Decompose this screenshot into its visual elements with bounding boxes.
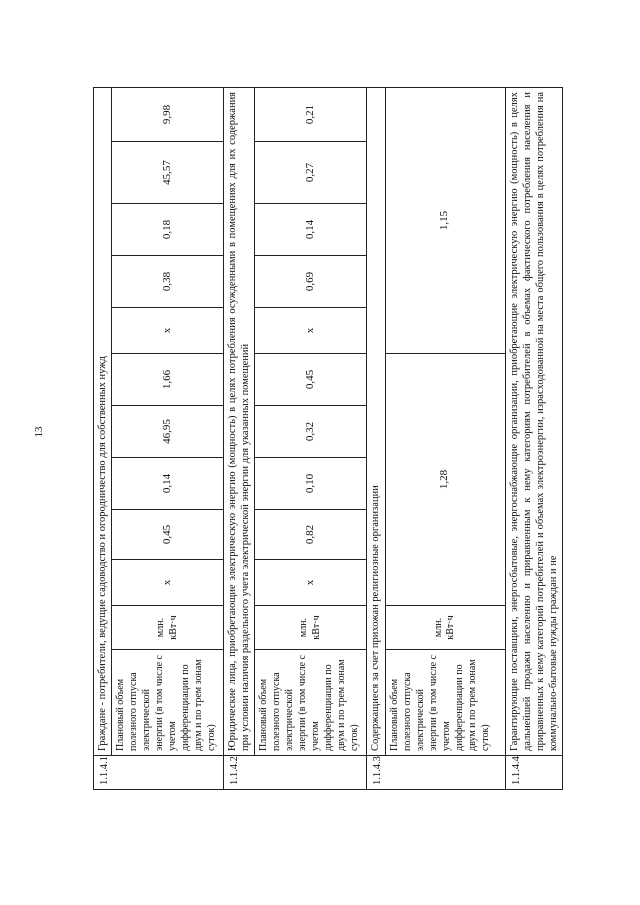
tariff-table <box>93 87 563 790</box>
value-cell: 0,45 <box>112 510 224 560</box>
table-row <box>94 87 112 789</box>
row-title: Граждане - потребители, ведущие садоводство и огородничество для собственных нужд <box>94 87 112 755</box>
row-title: Гарантирующие поставщики, энергосбытовые, энергоснабжающие организации, приобретающие электрическую энергию (мощность) в целях дальнейшей продажи населению и приравненным к нему категориям потребителей в объемах фактического потребления населения и приравненных к нему категорий потребителей и объемах электроэнергии, израсходованной на места общего пользования в целях потребления на коммунально-бытовые нужды граждан и не <box>505 87 563 755</box>
table-row <box>367 87 385 789</box>
merged-value-cell: 1,15 <box>385 87 505 353</box>
value-cell: 0,14 <box>255 204 367 256</box>
value-cell: 1,66 <box>112 354 224 406</box>
value-cell: 9,98 <box>112 87 224 141</box>
page-number: 13 <box>33 426 45 438</box>
row-title: Содержащиеся за счет прихожан религиозные организации <box>367 87 385 755</box>
value-cell: 0,14 <box>112 458 224 510</box>
row-code: 1.1.4.2 <box>224 756 367 790</box>
row-description: Плановый объем полезного отпуска электрической энергии (в том числе с учетом дифференциации по двум и по трем зонам суток) <box>112 650 224 756</box>
value-cell: 45,57 <box>112 142 224 204</box>
value-cell: 46,95 <box>112 406 224 458</box>
row-code: 1.1.4.3 <box>367 756 505 790</box>
table-row <box>255 87 367 789</box>
unit-cell: млн. кВт·ч <box>255 606 367 650</box>
value-cell: x <box>112 308 224 354</box>
row-title: Юридические лица, приобретающие электрическую энергию (мощность) в целях потребления осужденными в помещениях для их содержания при условии наличия раздельного учета электрической энергии для указанных помещений <box>224 87 255 755</box>
value-cell: 0,32 <box>255 406 367 458</box>
value-cell: 0,21 <box>255 87 367 141</box>
row-description: Плановый объем полезного отпуска электрической энергии (в том числе с учетом дифференциации по двум и по трем зонам суток) <box>255 650 367 756</box>
table-row <box>112 87 224 789</box>
value-cell: x <box>255 308 367 354</box>
unit-cell: млн. кВт·ч <box>112 606 224 650</box>
table-row <box>224 87 255 789</box>
row-code: 1.1.4.1 <box>94 756 224 790</box>
value-cell: 0,27 <box>255 142 367 204</box>
value-cell: 0,10 <box>255 458 367 510</box>
value-cell: 0,45 <box>255 354 367 406</box>
row-description: Плановый объем полезного отпуска электрической энергии (в том числе с учетом дифференциации по двум и по трем зонам суток) <box>385 650 505 756</box>
table-row <box>385 87 505 789</box>
value-cell: 0,38 <box>112 256 224 308</box>
merged-value-cell: 1,28 <box>385 354 505 606</box>
rotated-table-sheet <box>93 90 583 790</box>
value-cell: 0,69 <box>255 256 367 308</box>
unit-cell: млн. кВт·ч <box>385 606 505 650</box>
value-cell: 0,18 <box>112 204 224 256</box>
value-cell: x <box>112 560 224 606</box>
value-cell: 0,82 <box>255 510 367 560</box>
value-cell: x <box>255 560 367 606</box>
row-code: 1.1.4.4 <box>505 756 563 790</box>
table-row <box>505 87 563 789</box>
